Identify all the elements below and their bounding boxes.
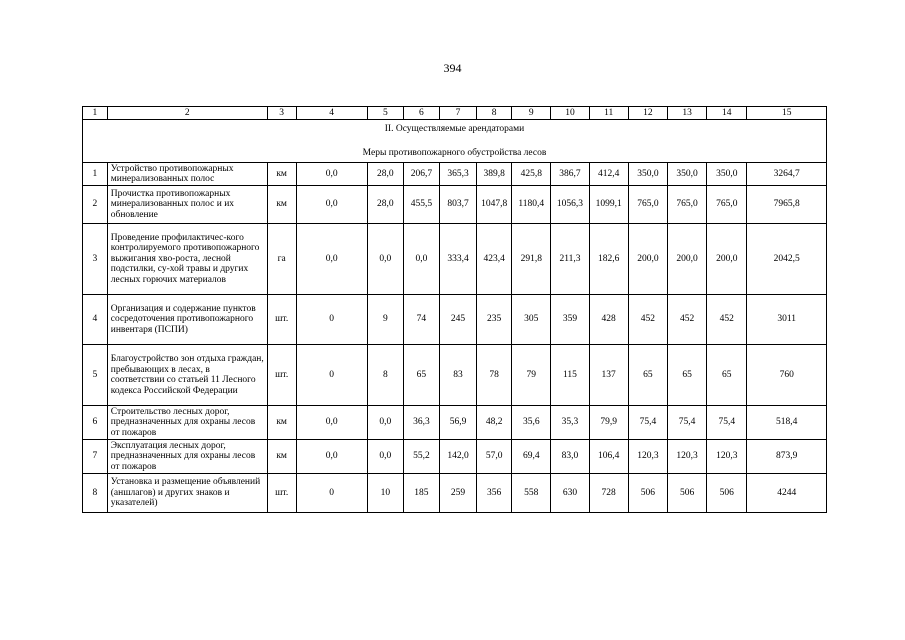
- value-cell: 235: [477, 295, 512, 345]
- value-cell: 56,9: [439, 406, 476, 440]
- value-cell: 765,0: [628, 186, 667, 224]
- measure-name-cell: Прочистка противопожарных минерализованных полос и их обновление: [107, 186, 267, 224]
- value-cell: 0: [296, 474, 367, 513]
- value-cell: 182,6: [589, 224, 628, 295]
- value-cell: 452: [707, 295, 747, 345]
- total-value-cell: 4244: [747, 474, 827, 513]
- column-header: 6: [403, 107, 439, 120]
- measure-name-cell: Устройство противопожарных минерализованных полос: [107, 163, 267, 186]
- section-title: II. Осуществляемые арендаторами: [384, 124, 525, 134]
- value-cell: 425,8: [512, 163, 551, 186]
- value-cell: 79: [512, 345, 551, 406]
- value-cell: 74: [403, 295, 439, 345]
- value-cell: 333,4: [439, 224, 476, 295]
- column-header: 5: [367, 107, 403, 120]
- value-cell: 78: [477, 345, 512, 406]
- value-cell: 137: [589, 345, 628, 406]
- value-cell: 259: [439, 474, 476, 513]
- value-cell: 423,4: [477, 224, 512, 295]
- value-cell: 0,0: [296, 163, 367, 186]
- value-cell: 452: [667, 295, 706, 345]
- unit-cell: шт.: [267, 345, 296, 406]
- value-cell: 428: [589, 295, 628, 345]
- table-row: [83, 406, 827, 440]
- value-cell: 120,3: [667, 440, 706, 474]
- section-header-cell: [83, 120, 827, 163]
- value-cell: 728: [589, 474, 628, 513]
- value-cell: 55,2: [403, 440, 439, 474]
- unit-cell: шт.: [267, 295, 296, 345]
- value-cell: 359: [551, 295, 589, 345]
- value-cell: 765,0: [707, 186, 747, 224]
- value-cell: 455,5: [403, 186, 439, 224]
- value-cell: 365,3: [439, 163, 476, 186]
- value-cell: 36,3: [403, 406, 439, 440]
- value-cell: 65: [403, 345, 439, 406]
- unit-cell: км: [267, 186, 296, 224]
- value-cell: 211,3: [551, 224, 589, 295]
- column-header: 2: [107, 107, 267, 120]
- value-cell: 630: [551, 474, 589, 513]
- measure-name-cell: Проведение профилактичес-кого контролируемого противопожарного выжигания хво-роста, лесной подстилки, су-хой травы и других лесных горючих материалов: [107, 224, 267, 295]
- value-cell: 0,0: [296, 406, 367, 440]
- column-header: 14: [707, 107, 747, 120]
- column-header: 4: [296, 107, 367, 120]
- value-cell: 0,0: [296, 186, 367, 224]
- total-value-cell: 3264,7: [747, 163, 827, 186]
- section-header-row: [83, 120, 827, 163]
- value-cell: 200,0: [667, 224, 706, 295]
- value-cell: 506: [707, 474, 747, 513]
- value-cell: 291,8: [512, 224, 551, 295]
- value-cell: 75,4: [628, 406, 667, 440]
- value-cell: 0,0: [367, 406, 403, 440]
- value-cell: 350,0: [667, 163, 706, 186]
- column-header: 8: [477, 107, 512, 120]
- value-cell: 1047,8: [477, 186, 512, 224]
- value-cell: 1099,1: [589, 186, 628, 224]
- row-number-cell: 3: [83, 224, 108, 295]
- measure-name-cell: Организация и содержание пунктов сосредоточения противопожарного инвентаря (ПСПИ): [107, 295, 267, 345]
- row-number-cell: 1: [83, 163, 108, 186]
- value-cell: 115: [551, 345, 589, 406]
- row-number-cell: 6: [83, 406, 108, 440]
- value-cell: 452: [628, 295, 667, 345]
- unit-cell: шт.: [267, 474, 296, 513]
- value-cell: 10: [367, 474, 403, 513]
- value-cell: 185: [403, 474, 439, 513]
- table-row: [83, 295, 827, 345]
- value-cell: 120,3: [707, 440, 747, 474]
- total-value-cell: 518,4: [747, 406, 827, 440]
- column-header: 3: [267, 107, 296, 120]
- value-cell: 206,7: [403, 163, 439, 186]
- value-cell: 65: [667, 345, 706, 406]
- measure-name-cell: Строительство лесных дорог, предназначенных для охраны лесов от пожаров: [107, 406, 267, 440]
- value-cell: 1180,4: [512, 186, 551, 224]
- value-cell: 350,0: [628, 163, 667, 186]
- value-cell: 83,0: [551, 440, 589, 474]
- measure-name-cell: Эксплуатация лесных дорог, предназначенных для охраны лесов от пожаров: [107, 440, 267, 474]
- row-number-cell: 2: [83, 186, 108, 224]
- table-row: [83, 474, 827, 513]
- value-cell: 389,8: [477, 163, 512, 186]
- value-cell: 120,3: [628, 440, 667, 474]
- column-header: 11: [589, 107, 628, 120]
- row-number-cell: 8: [83, 474, 108, 513]
- value-cell: 1056,3: [551, 186, 589, 224]
- unit-cell: км: [267, 440, 296, 474]
- value-cell: 506: [667, 474, 706, 513]
- value-cell: 0,0: [367, 224, 403, 295]
- table-row: [83, 440, 827, 474]
- value-cell: 9: [367, 295, 403, 345]
- total-value-cell: 2042,5: [747, 224, 827, 295]
- value-cell: 0: [296, 345, 367, 406]
- value-cell: 79,9: [589, 406, 628, 440]
- page-number: 394: [443, 61, 462, 75]
- value-cell: 558: [512, 474, 551, 513]
- value-cell: 65: [628, 345, 667, 406]
- value-cell: 142,0: [439, 440, 476, 474]
- row-number-cell: 5: [83, 345, 108, 406]
- value-cell: 28,0: [367, 186, 403, 224]
- column-header: 7: [439, 107, 476, 120]
- column-header: 1: [83, 107, 108, 120]
- value-cell: 506: [628, 474, 667, 513]
- fire-measures-table: [82, 106, 827, 513]
- value-cell: 350,0: [707, 163, 747, 186]
- total-value-cell: 7965,8: [747, 186, 827, 224]
- value-cell: 65: [707, 345, 747, 406]
- total-value-cell: 760: [747, 345, 827, 406]
- measure-name-cell: Благоустройство зон отдыха граждан, пребывающих в лесах, в соответствии со статьей 11 Лесного кодекса Российской Федерации: [107, 345, 267, 406]
- value-cell: 57,0: [477, 440, 512, 474]
- value-cell: 0,0: [296, 224, 367, 295]
- value-cell: 412,4: [589, 163, 628, 186]
- value-cell: 69,4: [512, 440, 551, 474]
- value-cell: 0,0: [367, 440, 403, 474]
- total-value-cell: 873,9: [747, 440, 827, 474]
- row-number-cell: 7: [83, 440, 108, 474]
- value-cell: 0: [296, 295, 367, 345]
- measure-name-cell: Установка и размещение объявлений (аншлагов) и других знаков и указателей): [107, 474, 267, 513]
- table-row: [83, 186, 827, 224]
- value-cell: 803,7: [439, 186, 476, 224]
- row-number-cell: 4: [83, 295, 108, 345]
- value-cell: 200,0: [628, 224, 667, 295]
- value-cell: 765,0: [667, 186, 706, 224]
- value-cell: 305: [512, 295, 551, 345]
- value-cell: 0,0: [296, 440, 367, 474]
- column-number-row: [83, 107, 827, 120]
- unit-cell: км: [267, 163, 296, 186]
- value-cell: 8: [367, 345, 403, 406]
- total-value-cell: 3011: [747, 295, 827, 345]
- column-header: 15: [747, 107, 827, 120]
- value-cell: 83: [439, 345, 476, 406]
- table-row: [83, 345, 827, 406]
- value-cell: 386,7: [551, 163, 589, 186]
- column-header: 13: [667, 107, 706, 120]
- value-cell: 48,2: [477, 406, 512, 440]
- value-cell: 356: [477, 474, 512, 513]
- value-cell: 35,3: [551, 406, 589, 440]
- unit-cell: га: [267, 224, 296, 295]
- value-cell: 75,4: [707, 406, 747, 440]
- table-row: [83, 163, 827, 186]
- value-cell: 28,0: [367, 163, 403, 186]
- value-cell: 75,4: [667, 406, 706, 440]
- value-cell: 200,0: [707, 224, 747, 295]
- table-row: [83, 224, 827, 295]
- column-header: 10: [551, 107, 589, 120]
- value-cell: 0,0: [403, 224, 439, 295]
- column-header: 9: [512, 107, 551, 120]
- value-cell: 245: [439, 295, 476, 345]
- subsection-title: Меры противопожарного обустройства лесов: [362, 147, 547, 158]
- value-cell: 35,6: [512, 406, 551, 440]
- column-header: 12: [628, 107, 667, 120]
- unit-cell: км: [267, 406, 296, 440]
- value-cell: 106,4: [589, 440, 628, 474]
